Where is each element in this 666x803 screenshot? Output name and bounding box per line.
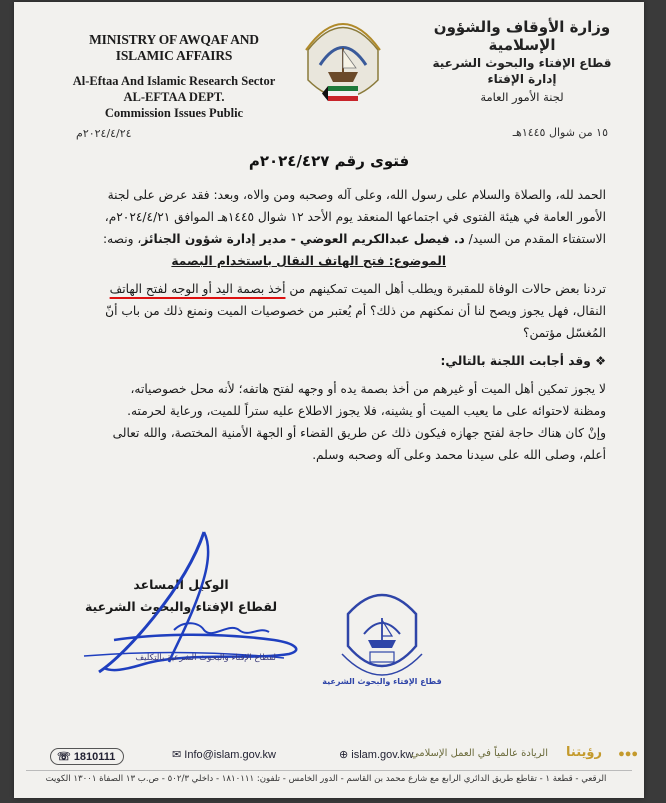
subject-text: الموضوع: فتح الهاتف النقال باستخدام البصمة: [171, 254, 446, 268]
question-line-2: النقال، فهل يجوز ويصح لنا أن نمكنهم من ذلك؟ أم يُعتبر من خصوصيات الميت ونمنع ذلك من باب أنّ: [105, 304, 606, 318]
question-text-a: تردنا بعض حالات الوفاة للمقبرة ويطلب أهل الميت تمكينهم من: [289, 282, 606, 296]
department-name-en: AL-EFTAA DEPT.: [123, 90, 225, 104]
website-value: islam.gov.kw: [351, 749, 414, 761]
phone-value: 1810111: [73, 751, 116, 763]
seal-text: قطاع الإفتاء والبحوث الشرعية: [322, 677, 442, 686]
sector-name-en: Al-Eftaa And Islamic Research Sector: [72, 74, 276, 88]
ministry-name-en: MINISTRY OF AWQAF AND ISLAMIC AFFAIRS: [89, 32, 259, 63]
sector-name-ar: قطاع الإفتاء والبحوث الشرعية: [432, 56, 612, 70]
english-letterhead: [64, 32, 284, 121]
question-line-3: المُغسّل مؤتمن؟: [522, 326, 606, 340]
email-value: Info@islam.gov.kw: [184, 749, 276, 761]
stamp-line-1: لقطاع الإفتاء والبحوث الشرعية بالتكليف: [135, 653, 276, 663]
footer-divider: [26, 770, 632, 771]
gregorian-date: ٢٠٢٤/٤/٢٤م: [76, 127, 132, 140]
website-link[interactable]: ⊕ islam.gov.kw: [339, 749, 414, 761]
department-name-ar: إدارة الإفتاء: [487, 72, 557, 86]
footer-contact-bar: [14, 744, 644, 770]
highlighted-question-text: أخذ بصمة اليد أو الوجه لفتح الهاتف: [109, 282, 286, 296]
intro-line-1: الحمد لله، والصلاة والسلام على رسول الله، وعلى آله وصحبه ومن والاه، وبعد: فقد عرض على لجنة: [107, 188, 606, 202]
sector-seal-icon: [322, 584, 442, 690]
hijri-date: ١٥ من شوال ١٤٤٥هـ: [512, 126, 608, 139]
brand-dots-icon: ●●●: [618, 748, 638, 760]
ministry-name-ar: وزارة الأوقاف والشؤون الإسلامية: [433, 18, 611, 54]
intro-line-2: الأمور العامة في هيئة الفتوى في اجتماعها المنعقد يوم الأحد ١٢ شوال ١٤٤٥هـ الموافق ٢٠٢٤/٤/٢١م،: [104, 210, 606, 224]
commission-name-en: Commission Issues Public: [104, 106, 244, 120]
phone-number: ☏ 1810111: [50, 748, 124, 765]
fatwa-body: [54, 184, 606, 466]
request-prefix: الاستفتاء المقدم من السيد/: [468, 232, 606, 246]
answer-line-1: لا يجوز تمكين أهل الميت أو غيرهم من أخذ بصمة يده أو وجهه لفتح هاتفه؛ لأنه محل خصوصياته،: [130, 382, 606, 396]
vision-brand: رؤيتنا: [566, 745, 602, 760]
request-line: [54, 228, 606, 250]
request-suffix: ، ونصه:: [103, 232, 142, 246]
committee-name-ar: لجنة الأمور العامة: [480, 90, 564, 104]
footer-address: الرقعي - قطعة ١ - تقاطع طريق الدائري الرابع مع شارع محمد بن القاسم - الدور الخامس - تلفون: ١٨١٠١١١ - داخلي ٥٠٢/٣ - ص.ب ١٣ الصفاة ١٣٠٠١ الكويت: [45, 774, 607, 784]
signatory-stamp-text: [86, 652, 276, 665]
requester-name: د. فيصل عبدالكريم العوضي - مدير إدارة شؤون الجنائز: [141, 232, 465, 246]
footer-tagline: الريادة عالمياً في العمل الإسلامي: [410, 748, 548, 759]
answer-line-3: وإنْ كان هناك حاجة لفتح جهازه فيكون ذلك عن طريق القضاء أو الجهة الأمنية المختصة، والله تعالى: [112, 426, 606, 440]
email-link[interactable]: ✉ Info@islam.gov.kw: [172, 749, 276, 761]
signatory-title: الوكيل المساعد: [133, 577, 229, 592]
fatwa-title: فتوى رقم ٢٠٢٤/٤٢٧م: [248, 152, 410, 170]
kuwait-emblem-icon: [298, 10, 388, 120]
answer-line-2: ومظنة لاحتوائه على ما يعيب الميت أو يشينه، فلا يجوز الاطلاع عليه ستراً للميت، ورعاية لحرمته.: [127, 404, 606, 418]
answer-line-4: أعلم، وصلى الله على سيدنا محمد وعلى آله وصحبه وسلم.: [312, 448, 606, 462]
subject-line: [54, 250, 606, 272]
arabic-letterhead: [422, 18, 622, 104]
document-page: [14, 2, 644, 798]
signatory-sector: لقطاع الإفتاء والبحوث الشرعية: [84, 599, 278, 614]
answer-heading: ❖ وقد أجابت اللجنة بالتالي:: [440, 354, 606, 368]
question-line-1: [54, 278, 606, 300]
handwritten-signature-icon: [54, 522, 314, 692]
